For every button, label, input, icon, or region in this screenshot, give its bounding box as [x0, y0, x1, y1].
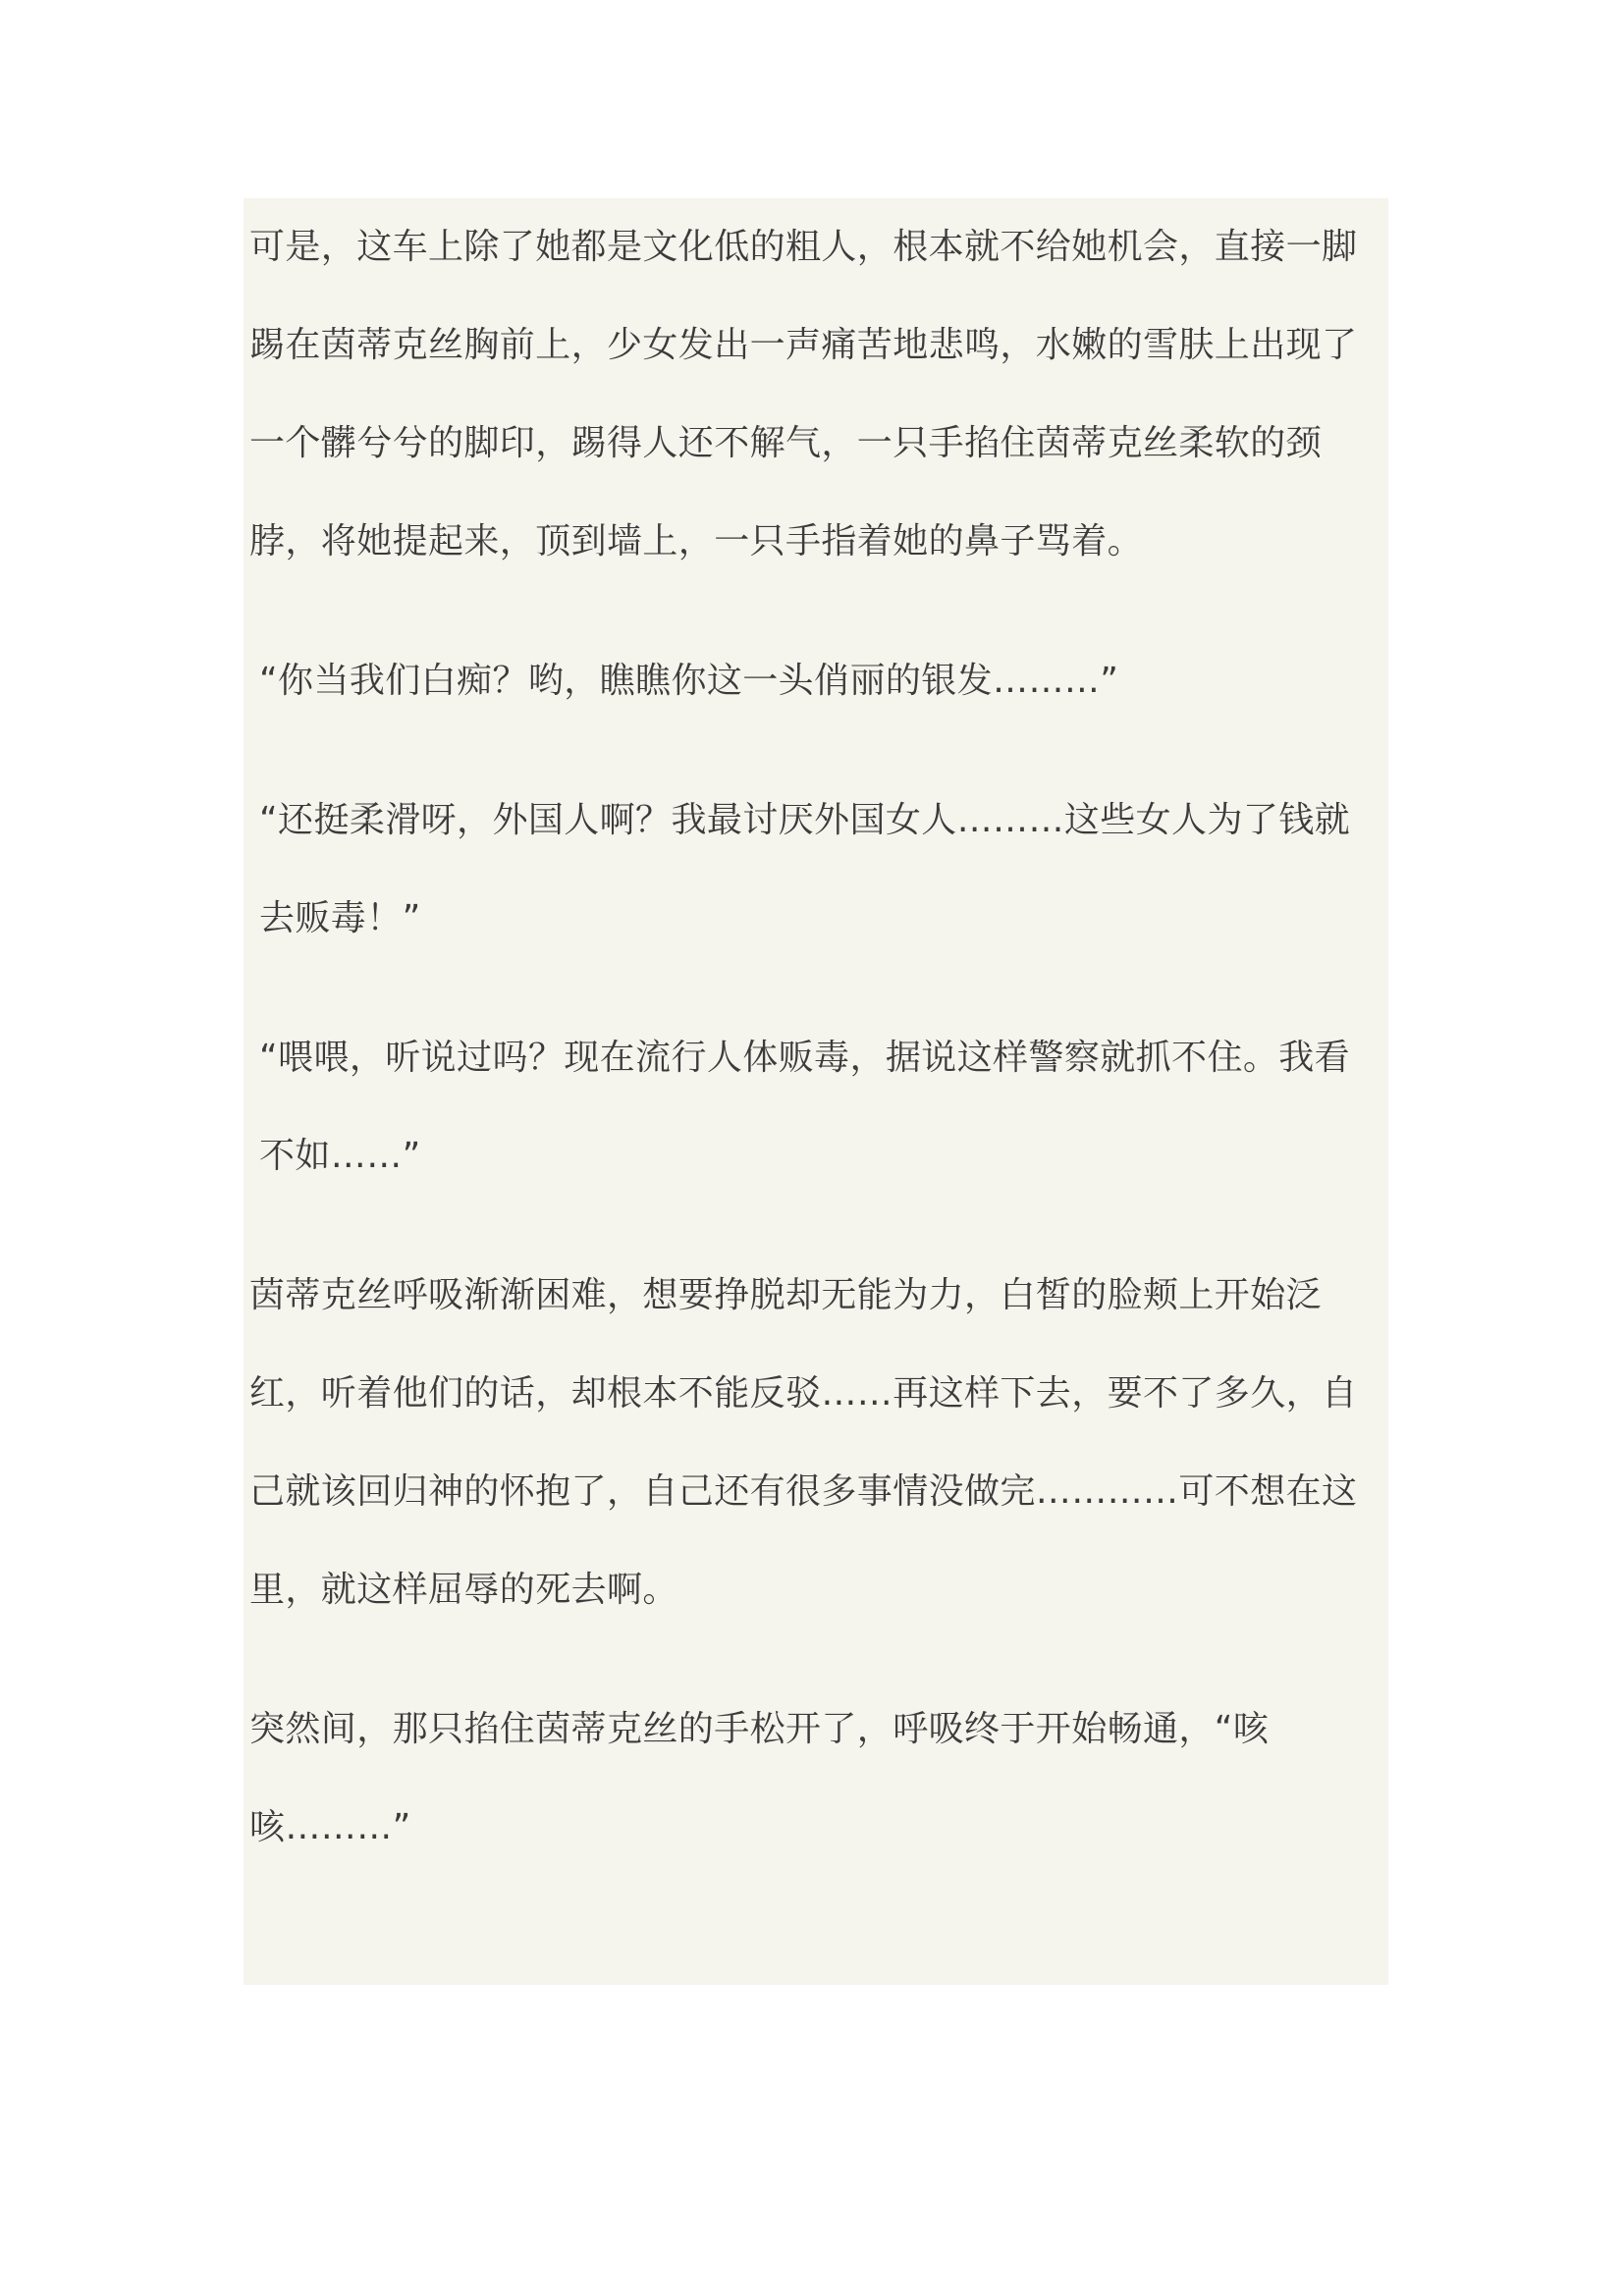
paragraph-5: 茵蒂克丝呼吸渐渐困难，想要挣脱却无能为力，白皙的脸颊上开始泛红，听着他们的话，却根本不能反驳……再这样下去，要不了多久，自己就该回归神的怀抱了，自己还有很多事情没做完…………可不想在这里，就这样屈辱的死去啊。 — [249, 1275, 1358, 1610]
paragraph-4: “喂喂，听说过吗？现在流行人体贩毒，据说这样警察就抓不住。我看不如……” — [259, 1038, 1351, 1176]
paragraph-6: 突然间，那只掐住茵蒂克丝的手松开了，呼吸终于开始畅通，“咳咳………” — [249, 1709, 1270, 1847]
text-block — [244, 198, 1388, 1985]
paragraph-3: “还挺柔滑呀，外国人啊？我最讨厌外国女人………这些女人为了钱就去贩毒！” — [259, 800, 1351, 938]
paragraph-2: “你当我们白痴？哟，瞧瞧你这一头俏丽的银发………” — [259, 661, 1119, 701]
paragraph-1: 可是，这车上除了她都是文化低的粗人，根本就不给她机会，直接一脚踢在茵蒂克丝胸前上，少女发出一声痛苦地悲鸣，水嫩的雪肤上出现了一个髒兮兮的脚印，踢得人还不解气，一只手掐住茵蒂克丝柔软的颈脖，将她提起来，顶到墙上，一只手指着她的鼻子骂着。 — [249, 227, 1358, 561]
